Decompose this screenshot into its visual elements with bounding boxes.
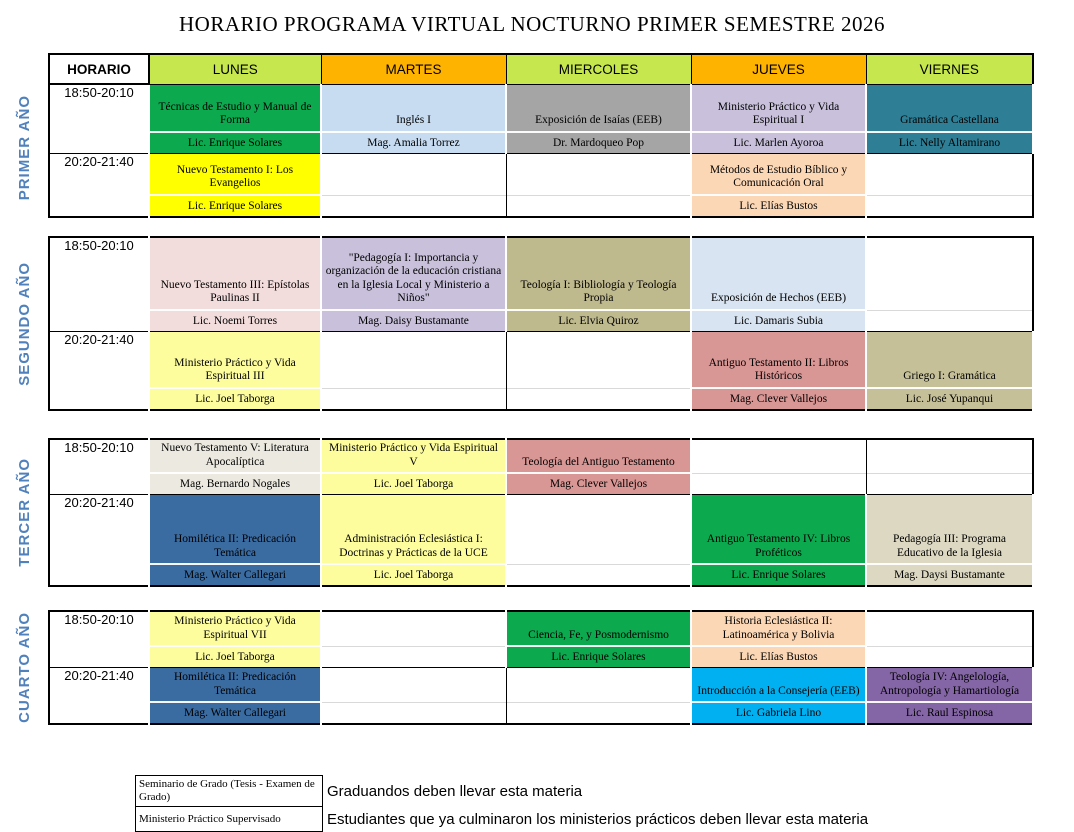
course-cell xyxy=(506,154,691,218)
course-subject xyxy=(867,238,1032,310)
course-cell xyxy=(149,611,321,668)
course-cell xyxy=(149,154,321,218)
course-cell xyxy=(321,154,506,218)
course-cell xyxy=(691,84,866,154)
header-lunes: LUNES xyxy=(149,54,321,84)
course-cell xyxy=(506,332,691,411)
header-viernes: VIERNES xyxy=(866,54,1033,84)
time-cell: 20:20-21:40 xyxy=(49,495,149,587)
course-cell xyxy=(866,154,1033,218)
header-row xyxy=(49,54,1033,84)
header-miercoles: MIERCOLES xyxy=(506,54,691,84)
course-cell xyxy=(506,237,691,332)
time-cell: 18:50-20:10 xyxy=(49,611,149,668)
course-cell xyxy=(506,84,691,154)
course-cell xyxy=(321,611,506,668)
schedule-table-tercer xyxy=(48,438,1034,587)
year-label-primer: PRIMER AÑO xyxy=(15,94,33,201)
time-cell: 18:50-20:10 xyxy=(49,439,149,495)
table-row xyxy=(49,611,1033,668)
course-cell xyxy=(506,439,691,495)
schedule-table-cuarto xyxy=(48,610,1034,725)
course-teacher: Mag. Walter Callegari xyxy=(150,563,320,585)
course-teacher: Mag. Walter Callegari xyxy=(150,701,320,723)
year-label-cuarto: CUARTO AÑO xyxy=(15,612,33,724)
course-subject xyxy=(867,440,1033,473)
course-teacher: Mag. Daisy Bustamante xyxy=(322,309,505,331)
header-jueves: JUEVES xyxy=(691,54,866,84)
course-cell xyxy=(149,668,321,725)
course-subject: Inglés I xyxy=(396,114,431,127)
course-cell xyxy=(321,84,506,154)
course-cell xyxy=(866,495,1033,587)
course-cell xyxy=(149,439,321,495)
course-cell xyxy=(691,154,866,218)
schedule-table-primer xyxy=(48,53,1034,218)
course-teacher: Mag. Clever Vallejos xyxy=(692,387,865,409)
time-cell: 18:50-20:10 xyxy=(49,84,149,154)
section-tercer-anio xyxy=(0,438,1074,587)
course-subject: Antiguo Testamento IV: Libros Proféticos xyxy=(706,533,851,559)
course-teacher: Lic. Elías Bustos xyxy=(692,194,865,216)
course-teacher: Lic. Nelly Altamirano xyxy=(867,131,1032,153)
course-teacher: Lic. Joel Taborga xyxy=(150,387,320,409)
course-subject: Ministerio Práctico y Vida Espiritual VII xyxy=(174,615,296,641)
course-teacher xyxy=(322,388,506,409)
course-teacher: Lic. Enrique Solares xyxy=(150,131,320,153)
course-teacher: Lic. Enrique Solares xyxy=(507,645,690,667)
time-cell: 20:20-21:40 xyxy=(49,332,149,411)
course-cell xyxy=(866,332,1033,411)
course-subject xyxy=(867,612,1032,646)
course-subject: Homilética II: Predicación Temática xyxy=(174,671,296,697)
course-subject: Gramática Castellana xyxy=(900,114,999,127)
section-segundo-anio xyxy=(0,236,1074,411)
course-teacher: Lic. José Yupanqui xyxy=(867,387,1032,409)
course-subject: Nuevo Testamento V: Literatura Apocalíptica xyxy=(161,442,309,468)
course-subject: Ciencia, Fe, y Posmodernismo xyxy=(528,628,669,641)
course-subject xyxy=(322,332,506,388)
course-teacher xyxy=(867,195,1032,216)
table-row xyxy=(49,668,1033,725)
course-teacher xyxy=(867,310,1032,331)
time-cell: 20:20-21:40 xyxy=(49,668,149,725)
course-cell xyxy=(321,495,506,587)
course-cell xyxy=(691,611,866,668)
time-cell: 18:50-20:10 xyxy=(49,237,149,332)
course-teacher xyxy=(507,564,690,585)
course-teacher: Lic. Joel Taborga xyxy=(150,645,320,667)
course-cell xyxy=(321,237,506,332)
course-teacher xyxy=(507,195,691,216)
course-teacher: Mag. Daysi Bustamante xyxy=(867,563,1032,585)
course-teacher: Lic. Elías Bustos xyxy=(692,645,865,667)
course-subject: Técnicas de Estudio y Manual de Forma xyxy=(158,100,312,127)
course-teacher: Lic. Elvia Quiroz xyxy=(507,309,690,331)
course-subject: Exposición de Hechos (EEB) xyxy=(710,292,847,305)
course-cell xyxy=(866,668,1033,725)
course-cell xyxy=(866,84,1033,154)
course-subject: "Pedagogía I: Importancia y organización de la educación cristiana en la Iglesia Local y Ministerio a Niños" xyxy=(325,251,502,305)
course-subject: Griego I: Gramática xyxy=(903,370,996,383)
course-cell xyxy=(506,495,691,587)
course-cell xyxy=(691,495,866,587)
course-subject xyxy=(322,612,505,646)
table-row xyxy=(49,237,1033,332)
course-subject: Exposición de Isaías (EEB) xyxy=(535,114,662,127)
course-cell xyxy=(149,332,321,411)
course-teacher: Lic. Joel Taborga xyxy=(322,563,505,585)
course-teacher: Dr. Mardoqueo Pop xyxy=(507,131,690,153)
course-teacher: Lic. Marlen Ayoroa xyxy=(692,131,865,153)
course-teacher xyxy=(322,646,505,667)
year-label-segundo: SEGUNDO AÑO xyxy=(15,261,33,386)
course-teacher xyxy=(322,195,506,216)
course-cell xyxy=(691,439,866,495)
year-label-tercer: TERCER AÑO xyxy=(15,458,33,567)
course-subject: Homilética II: Predicación Temática xyxy=(174,533,296,559)
legend-box-ministerio: Ministerio Práctico Supervisado xyxy=(136,807,323,832)
legend-box-seminario: Seminario de Grado (Tesis - Examen de Grado) xyxy=(136,776,323,807)
legend-note-graduandos: Graduandos deben llevar esta materia xyxy=(327,782,583,800)
course-subject: Historia Eclesiástica II: Latinoamérica y Bolivia xyxy=(722,615,835,641)
course-subject xyxy=(322,668,506,702)
course-cell xyxy=(149,237,321,332)
time-cell: 20:20-21:40 xyxy=(49,154,149,218)
course-subject: Pedagogía III: Programa Educativo de la Iglesia xyxy=(892,533,1007,559)
course-subject: Nuevo Testamento I: Los Evangelios xyxy=(176,163,294,190)
course-cell xyxy=(149,495,321,587)
legend xyxy=(135,775,1074,832)
course-subject: Administración Eclesiástica I: Doctrinas y Prácticas de la UCE xyxy=(339,533,488,559)
course-teacher: Mag. Bernardo Nogales xyxy=(150,472,320,494)
course-subject xyxy=(507,495,690,564)
course-cell xyxy=(321,439,506,495)
course-cell xyxy=(506,611,691,668)
course-subject xyxy=(507,668,691,702)
course-teacher: Lic. Joel Taborga xyxy=(322,472,505,494)
course-subject xyxy=(507,332,691,388)
course-cell xyxy=(149,84,321,154)
course-subject: Teología I: Bibliología y Teología Propia xyxy=(520,278,677,305)
course-cell xyxy=(321,332,506,411)
course-teacher: Lic. Gabriela Lino xyxy=(692,701,865,723)
course-teacher: Lic. Damaris Subia xyxy=(692,309,865,331)
course-cell xyxy=(321,668,506,725)
course-teacher xyxy=(507,388,691,409)
legend-row xyxy=(136,807,869,832)
course-subject xyxy=(507,154,691,195)
header-horario: HORARIO xyxy=(49,54,149,84)
course-subject: Ministerio Práctico y Vida Espiritual V xyxy=(328,442,498,468)
header-martes: MARTES xyxy=(321,54,506,84)
section-primer-anio xyxy=(0,53,1074,218)
course-subject xyxy=(322,154,506,195)
course-cell xyxy=(506,668,691,725)
course-subject: Teología del Antiguo Testamento xyxy=(522,455,675,468)
table-row xyxy=(49,84,1033,154)
course-teacher: Mag. Clever Vallejos xyxy=(507,472,690,494)
course-teacher xyxy=(867,646,1032,667)
course-subject xyxy=(867,154,1032,195)
legend-row xyxy=(136,776,869,807)
course-subject: Teología IV: Angelología, Antropología y Hamartiología xyxy=(879,671,1020,697)
course-teacher: Lic. Enrique Solares xyxy=(692,563,865,585)
course-cell xyxy=(691,237,866,332)
course-cell xyxy=(866,439,1033,495)
schedule-table-segundo xyxy=(48,236,1034,411)
course-teacher: Lic. Raul Espinosa xyxy=(867,701,1032,723)
course-subject: Métodos de Estudio Bíblico y Comunicación Oral xyxy=(709,163,848,190)
course-teacher: Lic. Noemi Torres xyxy=(150,309,320,331)
course-teacher: Mag. Amalia Torrez xyxy=(322,131,505,153)
course-teacher xyxy=(692,473,866,494)
table-row xyxy=(49,439,1033,495)
course-cell xyxy=(866,237,1033,332)
page-title: HORARIO PROGRAMA VIRTUAL NOCTURNO PRIMER SEMESTRE 2026 xyxy=(179,12,885,36)
course-subject xyxy=(692,440,866,473)
course-cell xyxy=(691,332,866,411)
legend-note-estudiantes: Estudiantes que ya culminaron los ministerios prácticos deben llevar esta materia xyxy=(327,810,869,828)
course-subject: Introducción a la Consejería (EEB) xyxy=(697,684,860,697)
course-subject: Antiguo Testamento II: Libros Históricos xyxy=(708,356,849,383)
legend-table xyxy=(135,775,869,832)
table-row xyxy=(49,495,1033,587)
course-teacher xyxy=(867,473,1033,494)
course-teacher xyxy=(322,702,506,723)
course-teacher: Lic. Enrique Solares xyxy=(150,194,320,216)
course-cell xyxy=(691,668,866,725)
course-cell xyxy=(866,611,1033,668)
course-subject: Nuevo Testamento III: Epístolas Paulinas II xyxy=(160,278,310,305)
course-teacher xyxy=(507,702,691,723)
section-cuarto-anio xyxy=(0,610,1074,725)
course-subject: Ministerio Práctico y Vida Espiritual III xyxy=(174,356,296,383)
table-row xyxy=(49,332,1033,411)
table-row xyxy=(49,154,1033,218)
course-subject: Ministerio Práctico y Vida Espiritual I xyxy=(717,100,840,127)
